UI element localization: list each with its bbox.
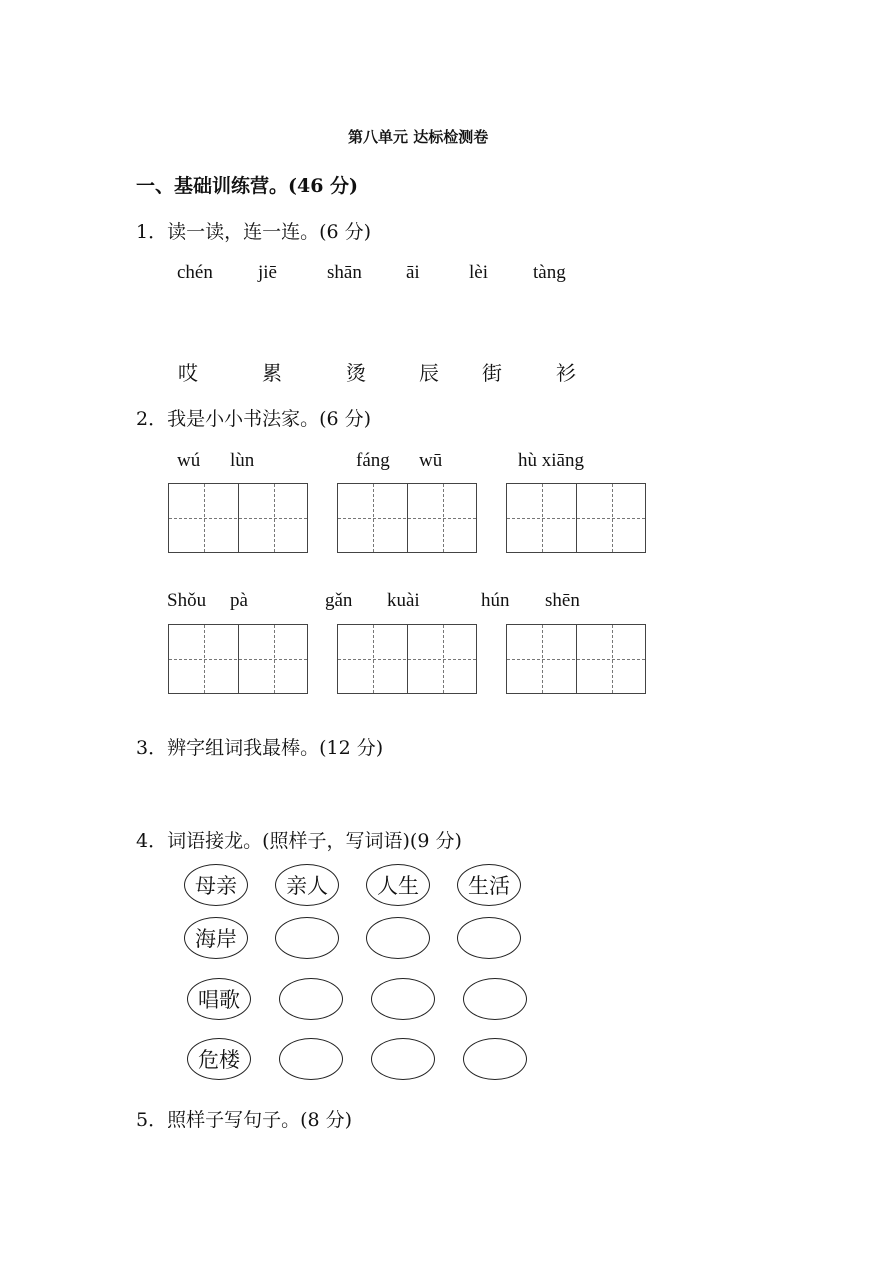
writing-grid[interactable] xyxy=(506,483,646,553)
match-character: 街 xyxy=(482,361,502,385)
word-chain-oval: 母亲 xyxy=(184,864,248,906)
pinyin-item: lèi xyxy=(469,262,488,283)
pinyin-item: shān xyxy=(327,262,362,283)
pinyin-item: hún xyxy=(481,590,510,611)
pinyin-item: āi xyxy=(406,262,420,283)
pinyin-item: wū xyxy=(419,450,443,471)
word-chain-oval: 人生 xyxy=(366,864,430,906)
pinyin-item: lùn xyxy=(230,450,255,471)
question-3-label: 3．辨字组词我最棒。(12 分) xyxy=(136,737,384,759)
pinyin-item: tàng xyxy=(533,262,566,283)
pinyin-item: fáng xyxy=(356,450,390,471)
match-character: 烫 xyxy=(346,361,366,385)
word-chain-oval: 危楼 xyxy=(187,1038,251,1080)
word-chain-oval: 海岸 xyxy=(184,917,248,959)
match-character: 衫 xyxy=(556,361,576,385)
question-2-label: 2．我是小小书法家。(6 分) xyxy=(136,408,372,430)
writing-grid[interactable] xyxy=(168,483,308,553)
word-chain-blank-oval[interactable] xyxy=(463,1038,527,1080)
match-character: 辰 xyxy=(419,361,439,385)
pinyin-item: chén xyxy=(177,262,213,283)
question-1-label: 1．读一读，连一连。(6 分) xyxy=(136,221,372,243)
pinyin-item: pà xyxy=(230,590,248,611)
word-chain-oval: 亲人 xyxy=(275,864,339,906)
section-heading: 一、基础训练营。(46 分) xyxy=(136,175,359,197)
writing-grid[interactable] xyxy=(168,624,308,694)
word-chain-blank-oval[interactable] xyxy=(366,917,430,959)
pinyin-item: hù xiāng xyxy=(518,450,584,471)
word-chain-blank-oval[interactable] xyxy=(275,917,339,959)
word-chain-oval: 唱歌 xyxy=(187,978,251,1020)
pinyin-item: kuài xyxy=(387,590,420,611)
word-chain-blank-oval[interactable] xyxy=(279,1038,343,1080)
writing-grid[interactable] xyxy=(506,624,646,694)
match-character: 哎 xyxy=(178,361,198,385)
word-chain-blank-oval[interactable] xyxy=(371,1038,435,1080)
pinyin-item: shēn xyxy=(545,590,580,611)
question-4-label: 4．词语接龙。(照样子，写词语)(9 分) xyxy=(136,830,462,852)
word-chain-blank-oval[interactable] xyxy=(457,917,521,959)
writing-grid[interactable] xyxy=(337,483,477,553)
pinyin-item: wú xyxy=(177,450,201,471)
match-character: 累 xyxy=(262,361,282,385)
page-title: 第八单元 达标检测卷 xyxy=(348,128,489,146)
pinyin-item: Shǒu xyxy=(167,590,207,611)
pinyin-item: gǎn xyxy=(325,590,353,611)
word-chain-blank-oval[interactable] xyxy=(371,978,435,1020)
question-5-label: 5．照样子写句子。(8 分) xyxy=(136,1109,353,1131)
writing-grid[interactable] xyxy=(337,624,477,694)
word-chain-blank-oval[interactable] xyxy=(279,978,343,1020)
pinyin-item: jiē xyxy=(258,262,277,283)
word-chain-oval: 生活 xyxy=(457,864,521,906)
word-chain-blank-oval[interactable] xyxy=(463,978,527,1020)
